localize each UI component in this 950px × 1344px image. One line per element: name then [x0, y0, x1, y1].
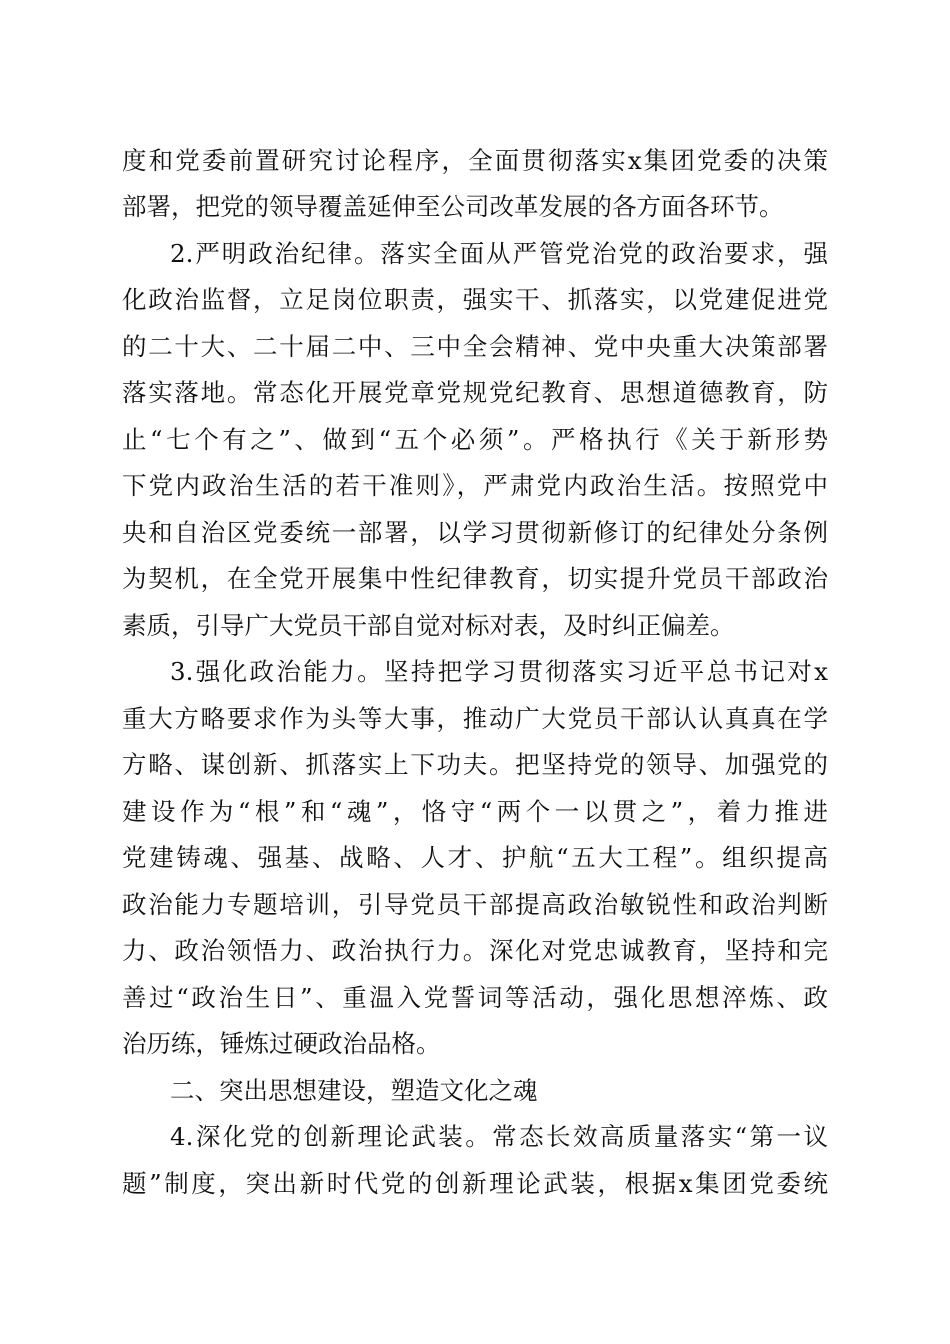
paragraph-line: 化政治监督，立足岗位职责，强实干、抓落实，以党建促进党 [122, 285, 828, 314]
paragraph-line: 建设作为“根”和“魂”，恪守“两个一以贯之”，着力推进 [122, 797, 828, 826]
paragraph-line: 4.深化党的创新理论武装。常态长效高质量落实“第一议 [170, 1122, 828, 1151]
section-heading: 二、突出思想建设，塑造文化之魂 [170, 1076, 538, 1105]
paragraph-line: 力、政治领悟力、政治执行力。深化对党忠诚教育，坚持和完 [122, 936, 828, 965]
paragraph-line: 为契机，在全党开展集中性纪律教育，切实提升党员干部政治 [122, 564, 828, 593]
paragraph-line: 度和党委前置研究讨论程序，全面贯彻落实x集团党委的决策 [122, 146, 828, 175]
paragraph-line: 治历练，锤炼过硬政治品格。 [122, 1029, 441, 1058]
paragraph-line: 下党内政治生活的若干准则》，严肃党内政治生活。按照党中 [122, 471, 828, 500]
paragraph-line: 题”制度，突出新时代党的创新理论武装，根据x集团党委统 [122, 1169, 828, 1198]
paragraph-line: 部署，把党的领导覆盖延伸至公司改革发展的各方面各环节。 [122, 192, 784, 221]
paragraph-line: 止“七个有之”、做到“五个必须”。严格执行《关于新形势 [122, 425, 828, 454]
paragraph-line: 重大方略要求作为头等大事，推动广大党员干部认认真真在学 [122, 704, 828, 733]
paragraph-line: 政治能力专题培训，引导党员干部提高政治敏锐性和政治判断 [122, 890, 828, 919]
paragraph-line: 方略、谋创新、抓落实上下功夫。把坚持党的领导、加强党的 [122, 750, 828, 779]
paragraph-line: 3.强化政治能力。坚持把学习贯彻落实习近平总书记对x [170, 657, 828, 686]
paragraph-line: 善过“政治生日”、重温入党誓词等活动，强化思想淬炼、政 [122, 983, 828, 1012]
paragraph-line: 央和自治区党委统一部署，以学习贯彻新修订的纪律处分条例 [122, 518, 828, 547]
paragraph-line: 素质，引导广大党员干部自觉对标对表，及时纠正偏差。 [122, 611, 735, 640]
paragraph-line: 2.严明政治纪律。落实全面从严管党治党的政治要求，强 [170, 239, 828, 268]
paragraph-line: 党建铸魂、强基、战略、人才、护航“五大工程”。组织提高 [122, 843, 828, 872]
paragraph-line: 的二十大、二十届二中、三中全会精神、党中央重大决策部署 [122, 332, 828, 361]
paragraph-line: 落实落地。常态化开展党章党规党纪教育、思想道德教育，防 [122, 378, 828, 407]
